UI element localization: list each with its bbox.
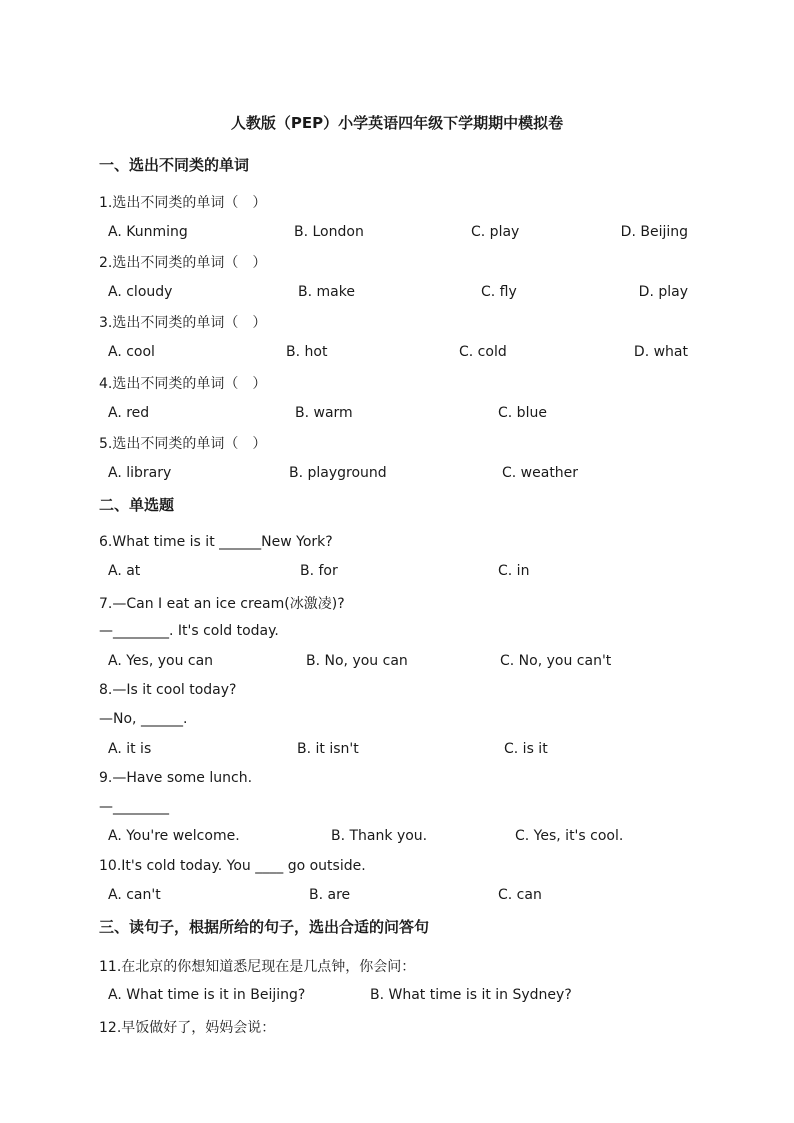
option: A. Yes, you can (108, 653, 214, 669)
option: D. Beijing (620, 224, 688, 240)
option-row (108, 563, 688, 583)
question-stem: 5.选出不同类的单词（ ） (99, 436, 267, 452)
question-stem: 9.—Have some lunch. (99, 770, 253, 786)
option-row (108, 405, 688, 425)
question-stem: 12.早饭做好了，妈妈会说： (99, 1020, 276, 1036)
option: A. at (108, 563, 141, 579)
option-row (108, 224, 688, 244)
section-heading-1: 一、选出不同类的单词 (99, 156, 250, 174)
question-response-line: —________. It's cold today. (99, 623, 279, 639)
question-stem: 6.What time is it ______New York? (99, 534, 333, 550)
option: B. it isn't (297, 741, 359, 757)
question-stem: 2.选出不同类的单词（ ） (99, 255, 267, 271)
question-stem: 1.选出不同类的单词（ ） (99, 195, 267, 211)
section-heading-2: 二、单选题 (99, 496, 175, 514)
option: C. play (471, 224, 520, 240)
option-row (108, 741, 688, 761)
section-heading-3: 三、读句子，根据所给的句子，选出合适的问答句 (99, 918, 430, 936)
option: C. fly (481, 284, 517, 300)
option-row (108, 344, 688, 364)
option: C. is it (504, 741, 548, 757)
option: B. playground (289, 465, 387, 481)
option: B. What time is it in Sydney? (370, 987, 572, 1003)
question-stem: 3.选出不同类的单词（ ） (99, 315, 267, 331)
option: B. make (298, 284, 355, 300)
option: D. what (633, 344, 688, 360)
question-stem: 4.选出不同类的单词（ ） (99, 376, 267, 392)
option: A. Kunming (108, 224, 188, 240)
question-stem: 10.It's cold today. You ____ go outside. (99, 858, 366, 874)
question-response-line: —________ (99, 799, 169, 815)
option: C. Yes, it's cool. (515, 828, 624, 844)
option: C. cold (459, 344, 507, 360)
option: B. Thank you. (331, 828, 428, 844)
option: A. cloudy (108, 284, 173, 300)
question-stem: 7.—Can I eat an ice cream(冰激凌)? (99, 596, 345, 612)
option: C. in (498, 563, 530, 579)
question-stem: 8.—Is it cool today? (99, 682, 237, 698)
option: A. library (108, 465, 172, 481)
option-row (108, 284, 688, 304)
option: B. hot (286, 344, 328, 360)
option: A. cool (108, 344, 155, 360)
option: C. No, you can't (500, 653, 612, 669)
option-row (108, 887, 688, 907)
option: B. London (294, 224, 364, 240)
option: B. are (309, 887, 351, 903)
question-stem: 11.在北京的你想知道悉尼现在是几点钟，你会问： (99, 959, 416, 975)
question-response-line: —No, ______. (99, 711, 188, 727)
option: A. can't (108, 887, 161, 903)
option-row (108, 465, 688, 485)
page-title: 人教版（PEP）小学英语四年级下学期期中模拟卷 (230, 114, 564, 132)
option: A. it is (108, 741, 152, 757)
option: C. blue (498, 405, 547, 421)
option: C. can (498, 887, 542, 903)
option: A. You're welcome. (108, 828, 240, 844)
option: A. What time is it in Beijing? (108, 987, 306, 1003)
option-row (108, 828, 688, 848)
option: B. warm (295, 405, 353, 421)
option-row (108, 653, 688, 673)
option: B. No, you can (306, 653, 408, 669)
option-row (108, 987, 688, 1007)
option: A. red (108, 405, 150, 421)
option: D. play (638, 284, 688, 300)
option: C. weather (502, 465, 579, 481)
option: B. for (300, 563, 338, 579)
